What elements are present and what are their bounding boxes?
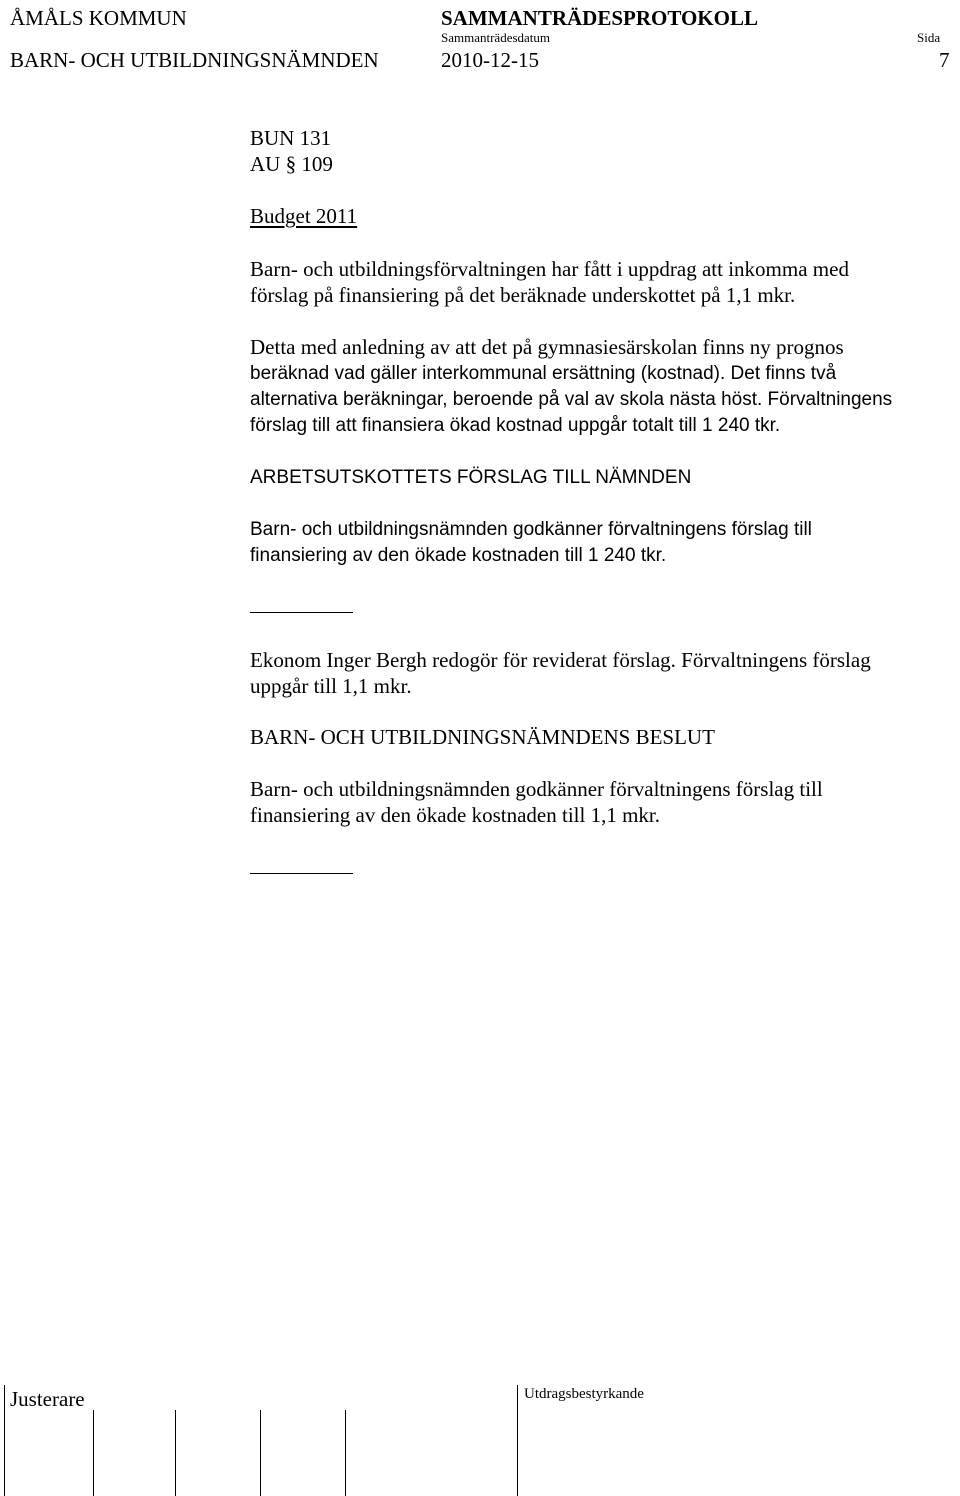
signature-box-line — [93, 1410, 94, 1496]
decision-heading: BARN- OCH UTBILDNINGSNÄMNDENS BESLUT — [250, 725, 715, 749]
signature-box-line — [517, 1385, 518, 1496]
bun-number: BUN 131 — [250, 126, 332, 150]
utdragsbestyrkande-label: Utdragsbestyrkande — [524, 1386, 644, 1402]
case-title: Budget 2011 — [250, 204, 358, 228]
date-label: Sammanträdesdatum — [441, 30, 551, 45]
page-label: Sida — [917, 30, 941, 45]
detail-line: beräknad vad gäller interkommunal ersättning (kostnad). Det finns två — [250, 363, 837, 384]
signature-box-line — [260, 1410, 261, 1496]
committee-name: BARN- OCH UTBILDNINGSNÄMNDEN — [10, 48, 379, 72]
signature-box-line — [4, 1385, 5, 1496]
au-paragraph: AU § 109 — [250, 152, 333, 176]
separator-rule — [250, 873, 353, 874]
decision-line: finansiering av den ökade kostnaden till 1,1 mkr. — [250, 803, 660, 827]
economist-line: uppgår till 1,1 mkr. — [250, 674, 412, 698]
separator-rule — [250, 612, 353, 613]
signature-box-line — [345, 1410, 346, 1496]
document-type: SAMMANTRÄDESPROTOKOLL — [441, 6, 758, 30]
meeting-date: 2010-12-15 — [441, 48, 539, 72]
page-number: 7 — [939, 48, 950, 72]
justerare-label: Justerare — [10, 1387, 85, 1411]
intro-line: Barn- och utbildningsförvaltningen har fått i uppdrag att inkomma med — [250, 257, 849, 281]
detail-line: alternativa beräkningar, beroende på val av skola nästa höst. Förvaltningens — [250, 389, 893, 410]
au-heading: ARBETSUTSKOTTETS FÖRSLAG TILL NÄMNDEN — [250, 467, 692, 488]
decision-line: Barn- och utbildningsnämnden godkänner förvaltningens förslag till — [250, 777, 823, 801]
au-proposal-line: Barn- och utbildningsnämnden godkänner förvaltningens förslag till — [250, 519, 812, 540]
detail-line: förslag till att finansiera ökad kostnad uppgår totalt till 1 240 tkr. — [250, 415, 781, 436]
intro-line: förslag på finansiering på det beräknade underskottet på 1,1 mkr. — [250, 283, 796, 307]
economist-line: Ekonom Inger Bergh redogör för reviderat förslag. Förvaltningens förslag — [250, 648, 871, 672]
detail-line: Detta med anledning av att det på gymnasiesärskolan finns ny prognos — [250, 335, 844, 359]
signature-box-line — [175, 1410, 176, 1496]
municipality-name: ÅMÅLS KOMMUN — [10, 6, 187, 30]
au-proposal-line: finansiering av den ökade kostnaden till 1 240 tkr. — [250, 545, 667, 566]
